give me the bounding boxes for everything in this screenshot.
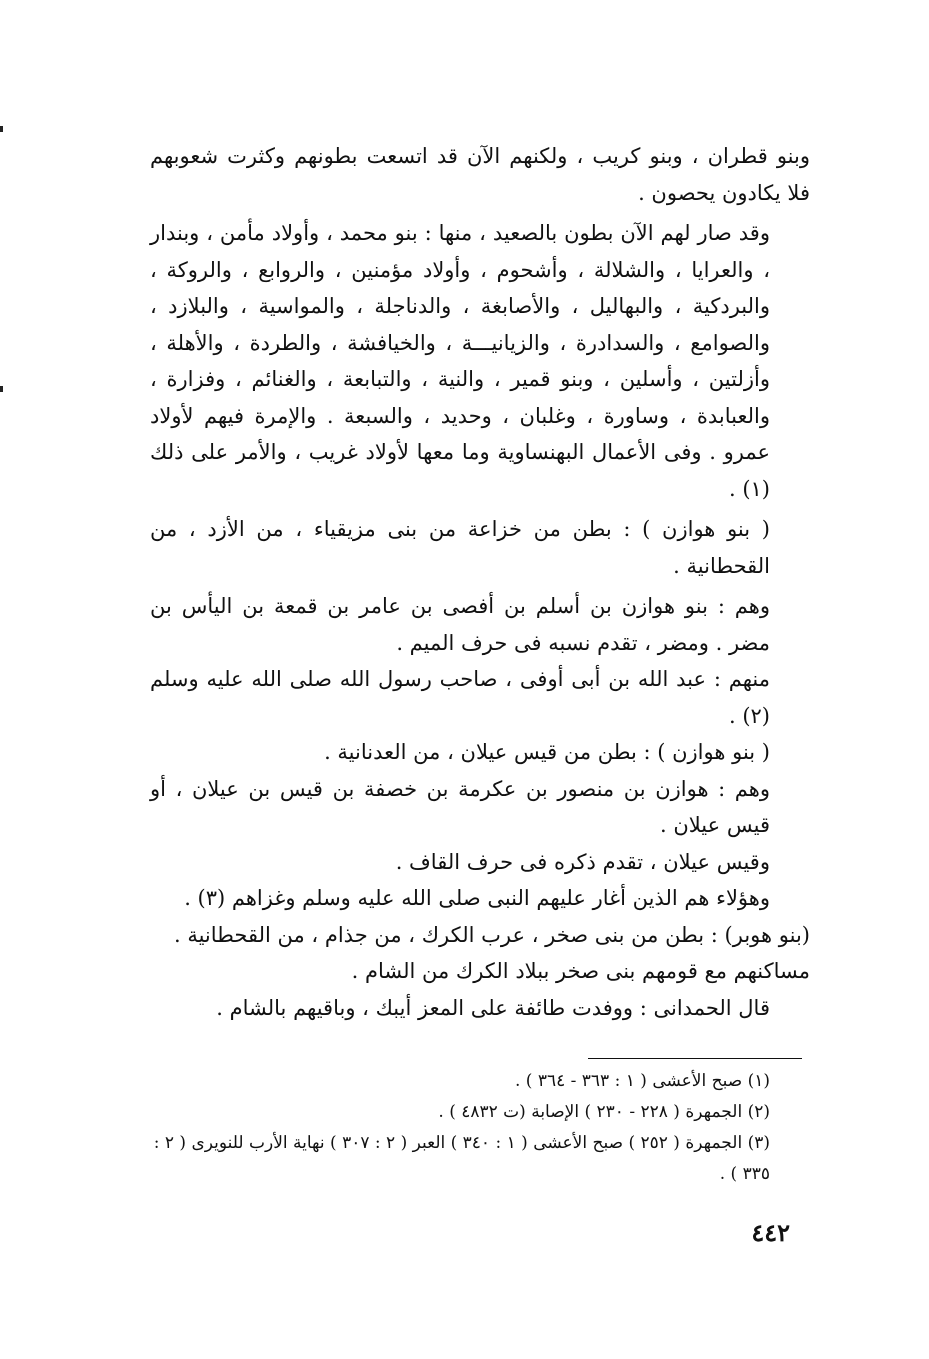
paragraph: وهؤلاء هم الذين أغار عليهم النبى صلى الله عليه وسلم وغزاهم (٣) . [184, 886, 770, 910]
paragraph-heading: ( بنو هوازن ) : بطن من خزاعة من بنى مزيقياء ، من الأزد ، من القحطانية . [150, 517, 770, 578]
footnotes [150, 1066, 810, 1190]
footnote: (١) صبح الأعشى ( ١ : ٣٦٣ - ٣٦٤ ) . [514, 1071, 770, 1091]
paragraph: وهم : هوازن بن منصور بن عكرمة بن خصفة بن قيس بن عيلان ، أو قيس عيلان . [150, 776, 770, 837]
paragraph: وقيس عيلان ، تقدم ذكره فى حرف القاف . [395, 849, 770, 874]
paragraph: منهم : عبد الله بن أبى أوفى ، صاحب رسول الله صلى الله عليه وسلم (٢) . [150, 667, 770, 728]
page-number: ٤٤٢ [751, 1218, 790, 1247]
footnote-divider [588, 1058, 802, 1059]
paragraph: وقد صار لهم الآن بطون بالصعيد ، منها : بنو محمد ، وأولاد مأمن ، وبندار ، والعرايا ، والشلالة ، وأشحوم ، وأولاد مؤمنين ، والروابع ، والروكة ، والبردكية ، والبهاليل ، والأصابغة ، والدناجلة ، والمواسية ، والبلازد ، والصوامع ، والسدادرة ، والزيانيـــة ، والخيافشة ، والطردة ، والأهلة ، وأزلتين ، وأسلين ، وبنو قمير ، والنية ، والتبابعة ، والغنائم ، وفزارة ، والعبابدة ، وساورة ، وغلبان ، وحديد ، والسبعة . والإمرة فيهم لأولاد عمرو . وفى الأعمال البهنساوية وما معها لأولاد غريب ، والأمر على ذلك (١) . [150, 221, 770, 501]
paragraph: وبنو قطران ، وبنو كريب ، ولكنهم الآن قد اتسعت بطونهم وكثرت شعوبهم فلا يكادون يحصون . [150, 144, 810, 205]
main-text [150, 138, 810, 1026]
left-edge-mark-top [0, 126, 3, 132]
paragraph-heading: ( بنو هوازن ) : بطن من قيس عيلان ، من العدنانية . [324, 740, 770, 764]
footnote: (٣) الجمهرة ( ٢٥٢ ) صبح الأعشى ( ١ : ٣٤٠ ) العبر ( ٢ : ٣٠٧ ) نهاية الأرب للنويرى ( ٢ : ٣٣٥ ) . [153, 1133, 770, 1184]
paragraph-heading: (بنو هوبر) : بطن من بنى صخر ، عرب الكرك ، من جذام ، من القحطانية . [173, 922, 810, 947]
paragraph: قال الحمدانى : ووفدت طائفة على المعز أيبك ، وباقيهم بالشام . [216, 995, 770, 1020]
left-edge-mark-bottom [0, 386, 3, 392]
footnote: (٢) الجمهرة ( ٢٢٨ - ٢٣٠ ) الإصابة (ت ٤٨٣٢ ) . [438, 1102, 770, 1122]
paragraph: وهم : بنو هوازن بن أسلم بن أفصى بن عامر بن قمعة بن اليأس بن مضر . ومضر ، تقدم نسبه فى حرف الميم . [150, 594, 770, 655]
paragraph: مساكنهم مع قومهم بنى صخر ببلاد الكرك من الشام . [351, 959, 810, 983]
